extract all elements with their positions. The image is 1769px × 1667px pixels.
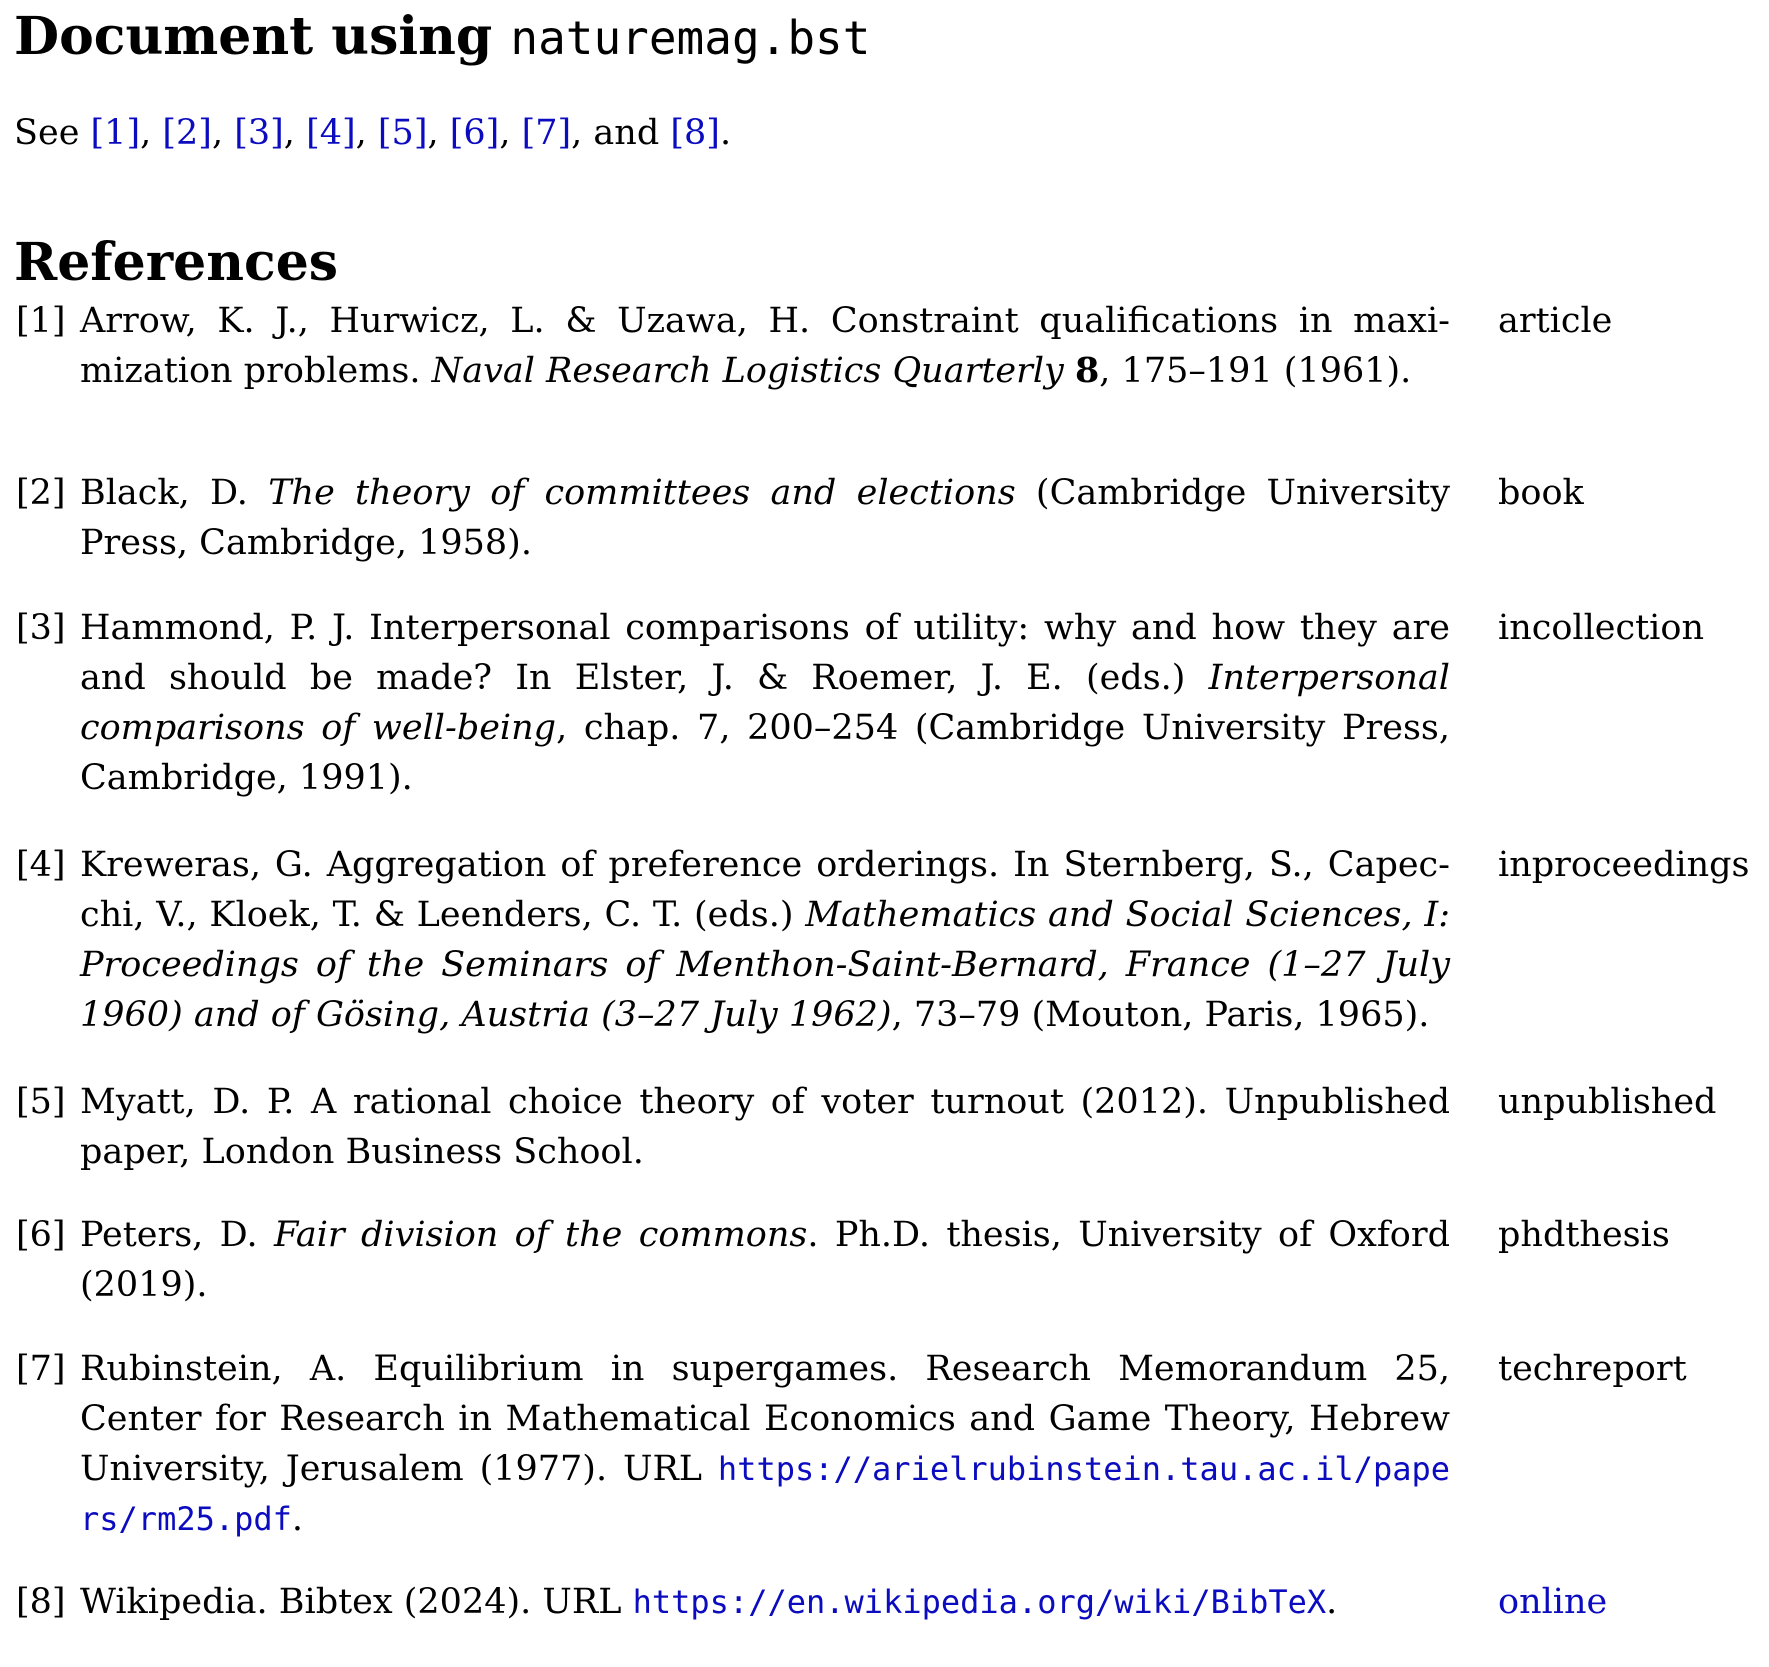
reference-type-label: article: [1498, 301, 1613, 341]
reference-title: The theory of committees and elections: [268, 473, 1016, 513]
reference-authors-title: Rubinstein, A. Equilibrium in supergames. Research Memorandum 25, Center for Research in Mathematical Economics and Game Theory, Hebrew University, Jerusalem (1977). URL: [80, 1349, 1450, 1489]
reference-authors-title: Kreweras, G. Aggregation of preference orderings. In Sternberg, S., Capecchi, V., Kloek, T. & Leenders, C. T. (eds.): [80, 845, 1450, 935]
citation-link-2[interactable]: [2]: [162, 113, 212, 153]
reference-journal: Naval Research Logistics Quarterly: [431, 351, 1064, 391]
reference-text: [80, 1210, 1450, 1310]
citation-link-7[interactable]: [7]: [521, 113, 572, 153]
reference-text: [80, 603, 1450, 803]
reference-number: [4]: [16, 845, 66, 885]
title-filename: naturemag.bst: [510, 11, 871, 65]
reference-institution: . Ph.D. thesis, University of Oxford (2019).: [80, 1215, 1450, 1305]
intro-separator: ,: [140, 113, 163, 153]
reference-number: [3]: [16, 608, 66, 648]
citation-link-5[interactable]: [5]: [377, 113, 428, 153]
reference-url-link[interactable]: https://arielrubinstein.tau.ac.il/papers/rm25.pdf: [80, 1450, 1450, 1538]
reference-text: [80, 296, 1450, 396]
reference-publisher: (Cambridge University Press, Cambridge, 1958).: [80, 473, 1450, 563]
reference-booktitle: Mathematics and Social Sciences, I: Proceedings of the Seminars of Menthon-Saint-Bernard, France (1–27 July 1960) and of Gösing, Austria (3–27 July 1962): [80, 895, 1450, 1035]
citation-link-1[interactable]: [1]: [90, 113, 141, 153]
reference-authors: Peters, D.: [80, 1215, 274, 1255]
reference-authors-title: Wikipedia. Bibtex (2024). URL: [80, 1582, 633, 1622]
intro-separator: ,: [355, 113, 378, 153]
reference-authors-title: Arrow, K. J., Hurwicz, L. & Uzawa, H. Constraint qualifications in maximization problems.: [80, 301, 1450, 391]
citation-link-4[interactable]: [4]: [306, 113, 356, 153]
reference-booktitle: Interpersonal comparisons of well-being: [80, 658, 1450, 748]
reference-number: [5]: [16, 1082, 66, 1122]
reference-url-link[interactable]: https://en.wikipedia.org/wiki/BibTeX: [632, 1583, 1327, 1621]
reference-type-label: techreport: [1498, 1349, 1687, 1389]
reference-type-label: phdthesis: [1498, 1215, 1670, 1255]
reference-text: [80, 840, 1450, 1040]
intro-see-text: See: [14, 113, 91, 153]
citation-link-3[interactable]: [3]: [234, 113, 284, 153]
title-prefix: Document using: [14, 6, 511, 67]
reference-number: [6]: [16, 1215, 66, 1255]
reference-authors: Black, D.: [80, 473, 269, 513]
reference-space: [1064, 351, 1075, 391]
reference-number: [7]: [16, 1349, 66, 1389]
reference-end-period: .: [1326, 1582, 1338, 1622]
reference-publisher: , 73–79 (Mouton, Paris, 1965).: [891, 995, 1430, 1035]
citation-link-6[interactable]: [6]: [449, 113, 500, 153]
reference-text: [80, 1344, 1450, 1544]
reference-authors-title: Hammond, P. J. Interpersonal comparisons of utility: why and how they are and should be made? In Elster, J. & Roemer, J. E. (eds.): [80, 608, 1450, 698]
reference-end-period: .: [291, 1499, 304, 1539]
reference-body: Myatt, D. P. A rational choice theory of voter turnout (2012). Unpublished paper, London Business School.: [80, 1082, 1450, 1172]
reference-type-label: inproceedings: [1498, 845, 1750, 885]
reference-pages-year: , 175–191 (1961).: [1099, 351, 1412, 391]
intro-end-period: .: [719, 113, 732, 153]
reference-text: [80, 468, 1450, 568]
intro-paragraph: [14, 108, 731, 158]
intro-separator: ,: [427, 113, 450, 153]
reference-type-label: incollection: [1498, 608, 1704, 648]
reference-type-label-link[interactable]: online: [1498, 1582, 1608, 1622]
reference-text: [80, 1577, 1450, 1627]
reference-title: Fair division of the commons: [273, 1215, 808, 1255]
reference-number: [2]: [16, 473, 66, 513]
reference-text: [80, 1077, 1450, 1177]
reference-number: [8]: [16, 1582, 66, 1622]
reference-type-label: book: [1498, 473, 1584, 513]
intro-separator: ,: [211, 113, 235, 153]
intro-separator: ,: [499, 113, 522, 153]
intro-separator: ,: [283, 113, 307, 153]
reference-type-label: unpublished: [1498, 1082, 1717, 1122]
references-heading: References: [14, 232, 339, 293]
reference-publisher: , chap. 7, 200–254 (Cambridge University Press, Cambridge, 1991).: [80, 708, 1451, 798]
reference-number: [1]: [16, 301, 66, 341]
page-title: [14, 2, 870, 73]
intro-and-separator: , and: [571, 113, 671, 153]
reference-volume: 8: [1074, 350, 1100, 391]
citation-link-8[interactable]: [8]: [670, 113, 720, 153]
